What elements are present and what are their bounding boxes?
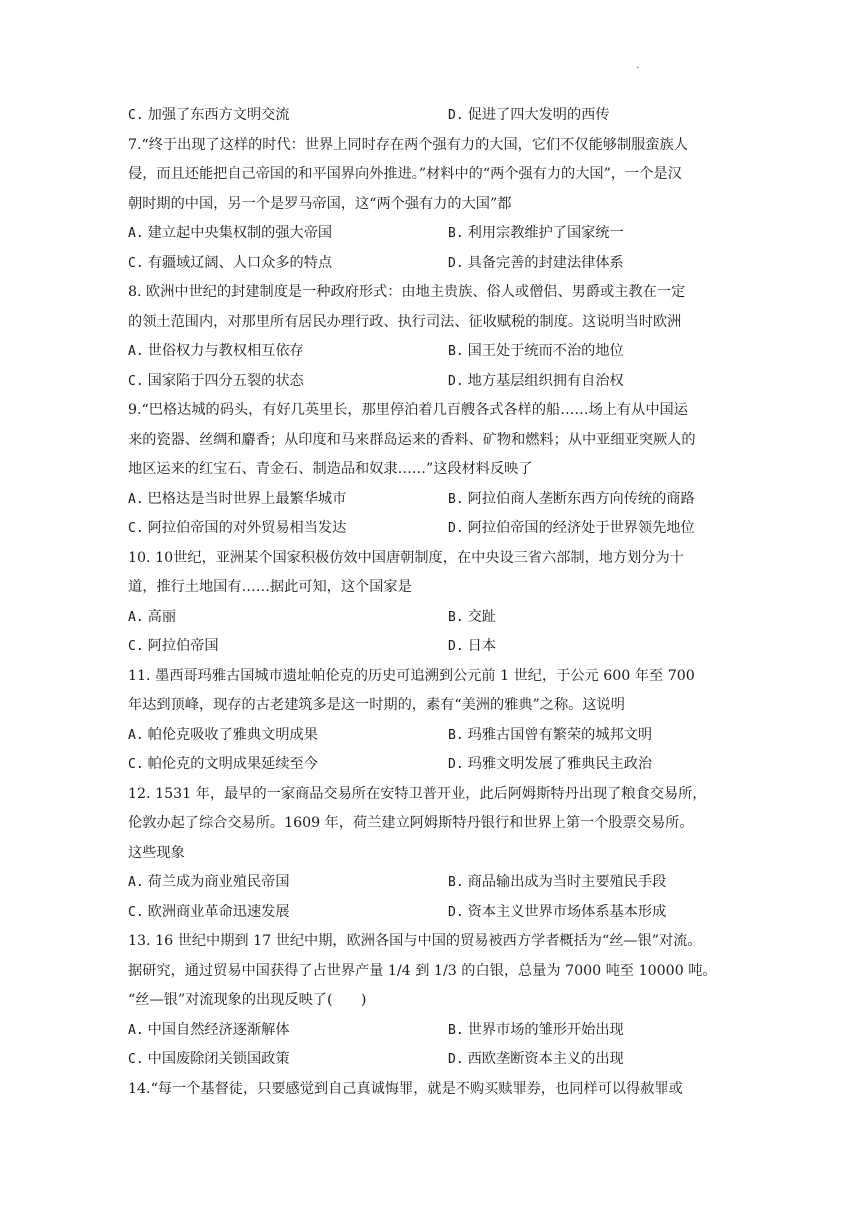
- q8-options-cd: [128, 367, 734, 397]
- q8-option-b[interactable]: B. 国王处于统而不治的地位: [448, 343, 624, 359]
- q13-options-ab: [128, 1016, 734, 1046]
- q6-options-cd: [128, 101, 734, 131]
- question-11-stem-line: 年达到顶峰，现存的古老建筑多是这一时期的，素有“美洲的雅典”之称。这说明: [128, 697, 625, 713]
- question-9-stem-line: 地区运来的红宝石、青金石、制造品和奴隶……”这段材料反映了: [128, 461, 533, 477]
- question-10-stem-line: 10. 10世纪，亚洲某个国家积极仿效中国唐朝制度，在中央设三省六部制，地方划分为十: [128, 549, 684, 566]
- question-7-stem-line: 侵，而且还能把自己帝国的和平国界向外推进。”材料中的“两个强有力的大国”，一个是汉: [128, 166, 682, 182]
- q8-options-ab: [128, 337, 734, 367]
- q9-options-ab: [128, 485, 734, 515]
- question-8-stem-line: 的领土范围内，对那里所有居民办理行政、执行司法、征收赋税的制度。这说明当时欧洲: [128, 313, 682, 330]
- header-dot: .: [636, 60, 640, 71]
- question-7-stem-line: 7.“终于出现了这样的时代：世界上同时存在两个强有力的大国，它们不仅能够制服蛮族人: [128, 136, 688, 153]
- q11-options-cd: [128, 750, 734, 780]
- question-14-stem-line: 14.“每一个基督徒，只要感觉到自己真诚悔罪，就是不购买赎罪券，也同样可以得赦罪或: [128, 1080, 683, 1097]
- q10-options-cd: [128, 632, 734, 662]
- q10-option-d[interactable]: D. 日本: [448, 638, 497, 654]
- q10-options-ab: [128, 603, 734, 633]
- q8-option-c[interactable]: C. 国家陷于四分五裂的状态: [128, 372, 304, 389]
- question-13-stem-line: 13. 16 世纪中期到 17 世纪中期，欧洲各国与中国的贸易被西方学者概括为“丝—银”对流。: [128, 933, 702, 949]
- q13-option-b[interactable]: B. 世界市场的雏形开始出现: [448, 1021, 624, 1038]
- q8-option-d[interactable]: D. 地方基层组织拥有自治权: [448, 372, 624, 389]
- q8-option-a[interactable]: A. 世俗权力与教权相互依存: [128, 343, 304, 359]
- q12-option-d[interactable]: D. 资本主义世界市场体系基本形成: [448, 903, 667, 920]
- q13-option-a[interactable]: A. 中国自然经济逐渐解体: [128, 1021, 290, 1038]
- q11-option-a[interactable]: A. 帕伦克吸收了雅典文明成果: [128, 726, 318, 743]
- q10-option-a[interactable]: A. 高丽: [128, 608, 177, 625]
- question-12-stem-line: 伦敦办起了综合交易所。1609 年，荷兰建立阿姆斯特丹银行和世界上第一个股票交易所。: [128, 815, 694, 831]
- q11-option-d[interactable]: D. 玛雅文明发展了雅典民主政治: [448, 756, 653, 772]
- q7-option-b[interactable]: B. 利用宗教维护了国家统一: [448, 225, 624, 241]
- q6-option-d[interactable]: D. 促进了四大发明的西传: [448, 107, 610, 123]
- question-10-stem-line: 道，推行土地国有……据此可知，这个国家是: [128, 579, 412, 595]
- q9-option-b[interactable]: B. 阿拉伯商人垄断东西方向传统的商路: [448, 490, 695, 507]
- q13-option-c[interactable]: C. 中国废除闭关锁国政策: [128, 1051, 290, 1067]
- q9-option-c[interactable]: C. 阿拉伯帝国的对外贸易相当发达: [128, 520, 347, 536]
- question-13: [128, 927, 734, 1075]
- q6-option-c[interactable]: C. 加强了东西方文明交流: [128, 107, 290, 123]
- question-9-stem-line: 来的瓷器、丝绸和麝香；从印度和马来群岛运来的香料、矿物和燃料；从中亚细亚突厥人的: [128, 431, 696, 448]
- q13-options-cd: [128, 1045, 734, 1075]
- question-7-stem-line: 朝时期的中国，另一个是罗马帝国，这“两个强有力的大国”都: [128, 195, 512, 212]
- question-9-stem-line: 9.“巴格达城的码头，有好几英里长，那里停泊着几百艘各式各样的船……场上有从中国运: [128, 402, 688, 418]
- question-12-stem-line: 12. 1531 年，最早的一家商品交易所在安特卫普开业，此后阿姆斯特丹出现了粮食交易所，: [128, 785, 707, 802]
- question-11-stem-line: 11. 墨西哥玛雅古国城市遗址帕伦克的历史可追溯到公元前 1 世纪，于公元 600 年至 700: [128, 667, 695, 684]
- q11-option-b[interactable]: B. 玛雅古国曾有繁荣的城邦文明: [448, 726, 653, 743]
- q10-option-c[interactable]: C. 阿拉伯帝国: [128, 638, 219, 654]
- question-list: [128, 101, 734, 1104]
- q11-option-c[interactable]: C. 帕伦克的文明成果延续至今: [128, 756, 318, 772]
- question-12-stem-line: 这些现象: [128, 844, 185, 861]
- question-7: [128, 131, 734, 279]
- q12-options-ab: [128, 868, 734, 898]
- q7-option-c[interactable]: C. 有疆域辽阔、人口众多的特点: [128, 254, 333, 271]
- question-13-stem-line: 据研究，通过贸易中国获得了占世界产量 1/4 到 1/3 的白银，总量为 7000 吨至 10000 吨。: [128, 962, 717, 979]
- q11-options-ab: [128, 721, 734, 751]
- question-8-stem-line: 8. 欧洲中世纪的封建制度是一种政府形式：由地主贵族、俗人或僧侣、男爵或主教在一定: [128, 284, 686, 300]
- question-13-stem-line: “丝—银”对流现象的出现反映了( ): [128, 992, 367, 1008]
- q9-option-d[interactable]: D. 阿拉伯帝国的经济处于世界领先地位: [448, 520, 695, 536]
- question-8: [128, 278, 734, 396]
- q7-option-a[interactable]: A. 建立起中央集权制的强大帝国: [128, 225, 333, 241]
- q12-option-c[interactable]: C. 欧洲商业革命迅速发展: [128, 903, 290, 920]
- q7-options-cd: [128, 249, 734, 279]
- q12-option-a[interactable]: A. 荷兰成为商业殖民帝国: [128, 874, 290, 890]
- question-11: [128, 662, 734, 780]
- question-9: [128, 396, 734, 544]
- q7-options-ab: [128, 219, 734, 249]
- q9-options-cd: [128, 514, 734, 544]
- q12-option-b[interactable]: B. 商品输出成为当时主要殖民手段: [448, 874, 667, 890]
- question-14: [128, 1075, 734, 1105]
- q10-option-b[interactable]: B. 交趾: [448, 608, 497, 625]
- q12-options-cd: [128, 898, 734, 928]
- q13-option-d[interactable]: D. 西欧垄断资本主义的出现: [448, 1051, 624, 1067]
- q9-option-a[interactable]: A. 巴格达是当时世界上最繁华城市: [128, 490, 347, 507]
- question-12: [128, 780, 734, 928]
- question-10: [128, 544, 734, 662]
- q7-option-d[interactable]: D. 具备完善的封建法律体系: [448, 254, 624, 271]
